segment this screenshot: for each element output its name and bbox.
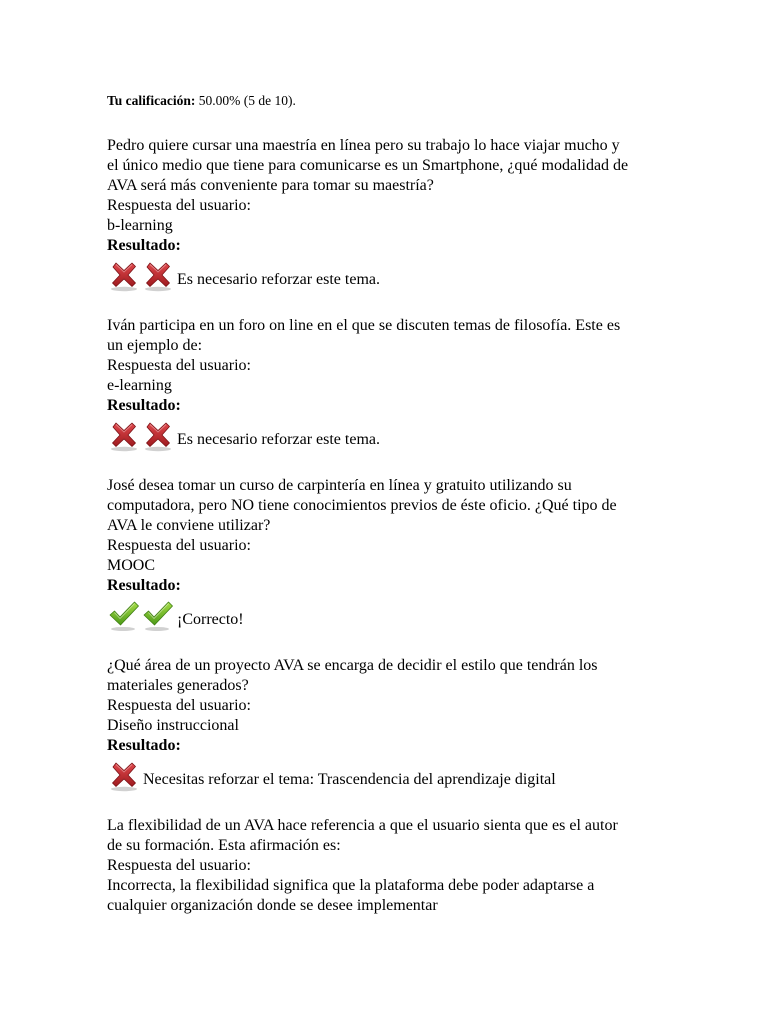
user-answer-label: Respuesta del usuario:: [107, 697, 251, 714]
user-answer-label: Respuesta del usuario:: [107, 537, 251, 554]
result-message: ¡Correcto!: [177, 611, 244, 628]
question-text: [107, 476, 667, 536]
question-block: [107, 136, 667, 292]
user-answer: e-learning: [107, 377, 172, 394]
result-row: [107, 416, 667, 452]
incorrect-icon: [107, 758, 141, 792]
question-text-line: el único medio que tiene para comunicarse es un Smartphone, ¿qué modalidad de: [107, 157, 629, 174]
question-text-line: La flexibilidad de un AVA hace referencia a que el usuario sienta que es el autor: [107, 817, 618, 834]
question-text-line: un ejemplo de:: [107, 337, 203, 354]
question-block: [107, 816, 667, 916]
question-text-line: Pedro quiere cursar una maestría en línea pero su trabajo lo hace viajar mucho y: [107, 137, 620, 154]
correct-icon: [107, 598, 141, 632]
incorrect-icon: [107, 258, 141, 292]
question-text-line: AVA será más conveniente para tomar su maestría?: [107, 177, 434, 194]
question-block: [107, 656, 667, 792]
result-message: Es necesario reforzar este tema.: [177, 431, 380, 448]
grade-value: 50.00% (5 de 10).: [198, 93, 296, 108]
question-text: [107, 816, 667, 856]
result-row: [107, 256, 667, 292]
question-text-line: José desea tomar un curso de carpintería en línea y gratuito utilizando su: [107, 477, 572, 494]
incorrect-icon: [107, 418, 141, 452]
result-row: [107, 756, 667, 792]
grade-line: [107, 92, 667, 110]
result-message: Es necesario reforzar este tema.: [177, 271, 380, 288]
result-row: [107, 596, 667, 632]
question-list: [107, 136, 667, 916]
result-label: Resultado:: [107, 397, 181, 414]
result-label: Resultado:: [107, 737, 181, 754]
user-answer-label: Respuesta del usuario:: [107, 857, 251, 874]
correct-icon: [141, 598, 175, 632]
user-answer-label: Respuesta del usuario:: [107, 357, 251, 374]
question-text: [107, 656, 667, 696]
user-answer-label: Respuesta del usuario:: [107, 197, 251, 214]
result-label: Resultado:: [107, 237, 181, 254]
user-answer: cualquier organización donde se desee implementar: [107, 897, 438, 914]
user-answer: Incorrecta, la flexibilidad significa que la plataforma debe poder adaptarse a: [107, 877, 595, 894]
question-block: [107, 476, 667, 632]
question-text-line: de su formación. Esta afirmación es:: [107, 837, 341, 854]
user-answer: b-learning: [107, 217, 173, 234]
question-text-line: computadora, pero NO tiene conocimientos previos de éste oficio. ¿Qué tipo de: [107, 497, 617, 514]
grade-label: Tu calificación:: [107, 93, 196, 108]
question-text-line: materiales generados?: [107, 677, 249, 694]
question-text: [107, 136, 667, 196]
result-message: Necesitas reforzar el tema: Trascendencia del aprendizaje digital: [143, 771, 556, 788]
result-label: Resultado:: [107, 577, 181, 594]
quiz-results-page: [107, 92, 667, 916]
question-text-line: ¿Qué área de un proyecto AVA se encarga de decidir el estilo que tendrán los: [107, 657, 598, 674]
user-answer: MOOC: [107, 557, 156, 574]
user-answer: Diseño instruccional: [107, 717, 239, 734]
question-text-line: Iván participa en un foro on line en el que se discuten temas de filosofía. Este es: [107, 317, 621, 334]
question-block: [107, 316, 667, 452]
incorrect-icon: [141, 418, 175, 452]
question-text: [107, 316, 667, 356]
incorrect-icon: [141, 258, 175, 292]
question-text-line: AVA le conviene utilizar?: [107, 517, 271, 534]
